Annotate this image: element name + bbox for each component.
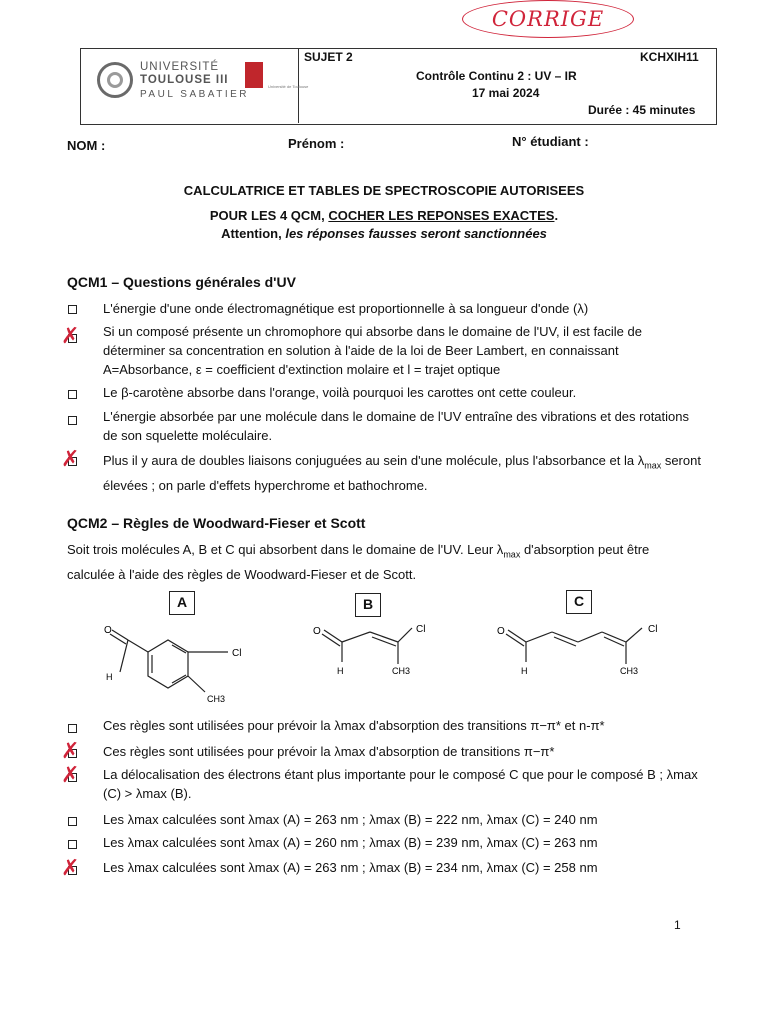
- qcm1-option-3: Le β-carotène absorbe dans l'orange, voilà pourquoi les carottes ont cette couleur.: [103, 385, 577, 400]
- qcm1-title: QCM1 – Questions générales d'UV: [67, 274, 296, 290]
- toulouse-logo-icon: [245, 62, 263, 88]
- logo-line3: PAUL SABATIER: [140, 89, 250, 100]
- molecule-a-atom-h: H: [106, 672, 113, 682]
- molecule-label-a: A: [169, 591, 195, 615]
- checked-x-icon: ✗: [61, 447, 80, 472]
- molecule-a-atom-o: O: [104, 625, 112, 636]
- molecule-a-atom-ch3: CH3: [207, 694, 226, 704]
- qcm2-intro: Soit trois molécules A, B et C qui absorbent dans le domaine de l'UV. Leur $\lambda_{max}$ d'absorption peut être calculée à l'aide des règles de Woodward-Fieser et de Scott.: [67, 542, 650, 582]
- qcm2-title: QCM2 – Règles de Woodward-Fieser et Scott: [67, 515, 366, 531]
- molecule-label-c: C: [566, 590, 592, 614]
- sujet-label: SUJET 2: [304, 50, 353, 64]
- qcm2-checkbox-5[interactable]: [68, 840, 77, 849]
- molecule-c-atom-cl: Cl: [648, 624, 658, 635]
- checked-x-icon: ✗: [61, 856, 80, 881]
- molecule-a-atom-cl: Cl: [232, 648, 242, 659]
- qcm1-option-1: L'énergie d'une onde électromagnétique est proportionnelle à sa longueur d'onde (λ): [103, 301, 589, 316]
- qcm1-checkbox-3[interactable]: [68, 390, 77, 399]
- logo-line2: TOULOUSE III: [140, 74, 229, 86]
- instructions-line2: POUR LES 4 QCM, COCHER LES REPONSES EXACTES.: [209, 208, 559, 223]
- qcm1-option-5: Plus il y aura de doubles liaisons conjuguées au sein d'une molécule, plus l'absorbance et la $\lambda_{max}$ seront élevées ; on parle d'effets hyperchrome et bathochrome.: [103, 453, 701, 493]
- qcm2-checkbox-4[interactable]: [68, 817, 77, 826]
- qcm2-option-1: Ces règles sont utilisées pour prévoir la λmax d'absorption des transitions π−π* et n-π*: [103, 718, 605, 733]
- corrige-stamp: CORRIGE: [462, 0, 634, 38]
- molecule-b-atom-ch3: CH3: [392, 666, 411, 676]
- logo-caption: Université de Toulouse: [268, 84, 309, 89]
- molecule-c-atom-o: O: [497, 626, 505, 637]
- qcm1-checkbox-1[interactable]: [68, 305, 77, 314]
- checked-x-icon: ✗: [61, 739, 80, 764]
- molecule-c-atom-ch3: CH3: [620, 666, 639, 676]
- qcm1-option-4: L'énergie absorbée par une molécule dans le domaine de l'UV entraîne des vibrations et des rotations de son squelette moléculaire.: [103, 409, 689, 443]
- university-seal-icon: [97, 62, 133, 98]
- molecule-b-structure: [322, 628, 412, 664]
- logo-line1: UNIVERSITÉ: [140, 61, 220, 73]
- checked-x-icon: ✗: [61, 763, 80, 788]
- checked-x-icon: ✗: [61, 324, 80, 349]
- nom-label: NOM :: [67, 138, 106, 153]
- qcm1-checkbox-4[interactable]: [68, 416, 77, 425]
- molecule-b-atom-cl: Cl: [416, 624, 426, 635]
- molecule-c-structure: [506, 628, 642, 664]
- molecule-b-atom-o: O: [313, 626, 321, 637]
- instructions-line1: CALCULATRICE ET TABLES DE SPECTROSCOPIE AUTORISEES: [183, 183, 585, 198]
- exam-title: Contrôle Continu 2 : UV – IR: [416, 69, 577, 83]
- molecule-structures: [0, 610, 768, 710]
- prenom-label: Prénom :: [288, 136, 345, 151]
- qcm2-option-3: La délocalisation des électrons étant plus importante pour le composé C que pour le composé B ; λmax (C) > λmax (B).: [103, 767, 698, 801]
- instructions-line3: Attention, les réponses fausses seront sanctionnées: [221, 226, 547, 241]
- qcm2-checkbox-1[interactable]: [68, 724, 77, 733]
- molecule-label-b: B: [355, 593, 381, 617]
- page-number: 1: [674, 918, 681, 932]
- qcm2-option-4: Les λmax calculées sont λmax (A) = 263 nm ; λmax (B) = 222 nm, λmax (C) = 240 nm: [103, 812, 598, 827]
- molecule-b-atom-h: H: [337, 666, 344, 676]
- qcm2-option-6: Les λmax calculées sont λmax (A) = 263 nm ; λmax (B) = 234 nm, λmax (C) = 258 nm: [103, 860, 598, 875]
- qcm1-option-2: Si un composé présente un chromophore qui absorbe dans le domaine de l'UV, il est facile de déterminer sa concentration en solution à l'aide de la loi de Beer Lambert, en connaissant A=Absorbance, ε = coefficient d'extinction molaire et l = trajet optique: [103, 324, 642, 377]
- molecule-a-structure: [110, 630, 228, 692]
- molecule-c-atom-h: H: [521, 666, 528, 676]
- qcm2-option-2: Ces règles sont utilisées pour prévoir la λmax d'absorption de transitions π−π*: [103, 744, 555, 759]
- student-number-label: N° étudiant :: [512, 134, 589, 149]
- exam-date: 17 mai 2024: [472, 86, 540, 100]
- exam-duration: Durée : 45 minutes: [588, 103, 696, 117]
- course-code: KCHXIH11: [640, 50, 699, 64]
- qcm2-option-5: Les λmax calculées sont λmax (A) = 260 nm ; λmax (B) = 239 nm, λmax (C) = 263 nm: [103, 835, 598, 850]
